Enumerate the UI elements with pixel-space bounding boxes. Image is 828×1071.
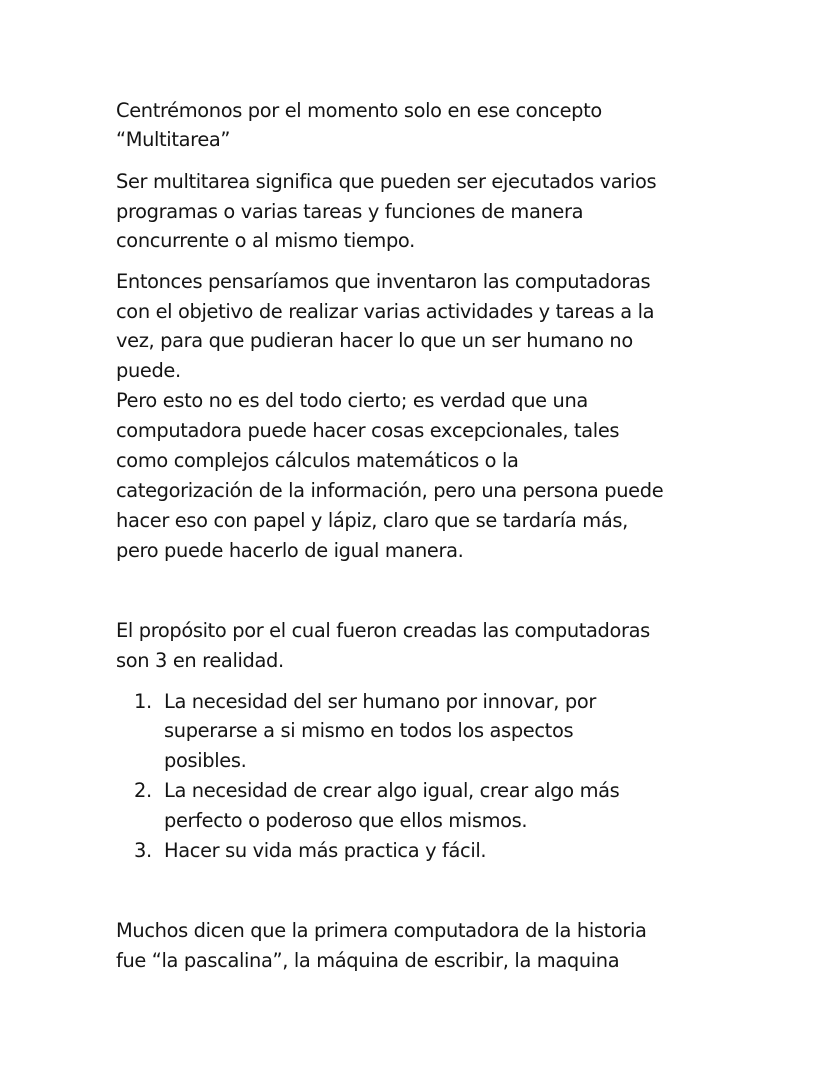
text-line: hacer eso con papel y lápiz, claro que se tardaría más,	[116, 509, 628, 532]
list-item-number: 2.	[134, 779, 152, 802]
text-line: Entonces pensaríamos que inventaron las computadoras	[116, 270, 651, 293]
list-item-number: 1.	[134, 690, 152, 713]
text-line: posibles.	[164, 749, 247, 772]
text-line: Centrémonos por el momento solo en ese concepto	[116, 99, 602, 122]
text-line: Pero esto no es del todo cierto; es verdad que una	[116, 389, 588, 412]
text-line: vez, para que pudieran hacer lo que un ser humano no	[116, 329, 633, 352]
text-line: perfecto o poderoso que ellos mismos.	[164, 809, 528, 832]
text-line: superarse a si mismo en todos los aspectos	[164, 719, 574, 742]
text-line: Muchos dicen que la primera computadora de la historia	[116, 919, 647, 942]
text-line: puede.	[116, 359, 181, 382]
text-line: fue “la pascalina”, la máquina de escribir, la maquina	[116, 949, 620, 972]
text-line: “Multitarea”	[116, 128, 231, 151]
text-line: categorización de la información, pero una persona puede	[116, 479, 664, 502]
text-line: pero puede hacerlo de igual manera.	[116, 539, 464, 562]
text-line: computadora puede hacer cosas excepcionales, tales	[116, 419, 620, 442]
text-line: concurrente o al mismo tiempo.	[116, 229, 415, 252]
text-line: La necesidad del ser humano por innovar, por	[164, 690, 596, 713]
text-line: programas o varias tareas y funciones de manera	[116, 200, 584, 223]
text-line: son 3 en realidad.	[116, 649, 284, 672]
text-line: como complejos cálculos matemáticos o la	[116, 449, 519, 472]
text-line: El propósito por el cual fueron creadas las computadoras	[116, 619, 650, 642]
text-line: Hacer su vida más practica y fácil.	[164, 839, 487, 862]
text-line: La necesidad de crear algo igual, crear algo más	[164, 779, 620, 802]
text-line: Ser multitarea significa que pueden ser ejecutados varios	[116, 170, 657, 193]
list-item-number: 3.	[134, 839, 152, 862]
text-line: con el objetivo de realizar varias actividades y tareas a la	[116, 300, 655, 323]
